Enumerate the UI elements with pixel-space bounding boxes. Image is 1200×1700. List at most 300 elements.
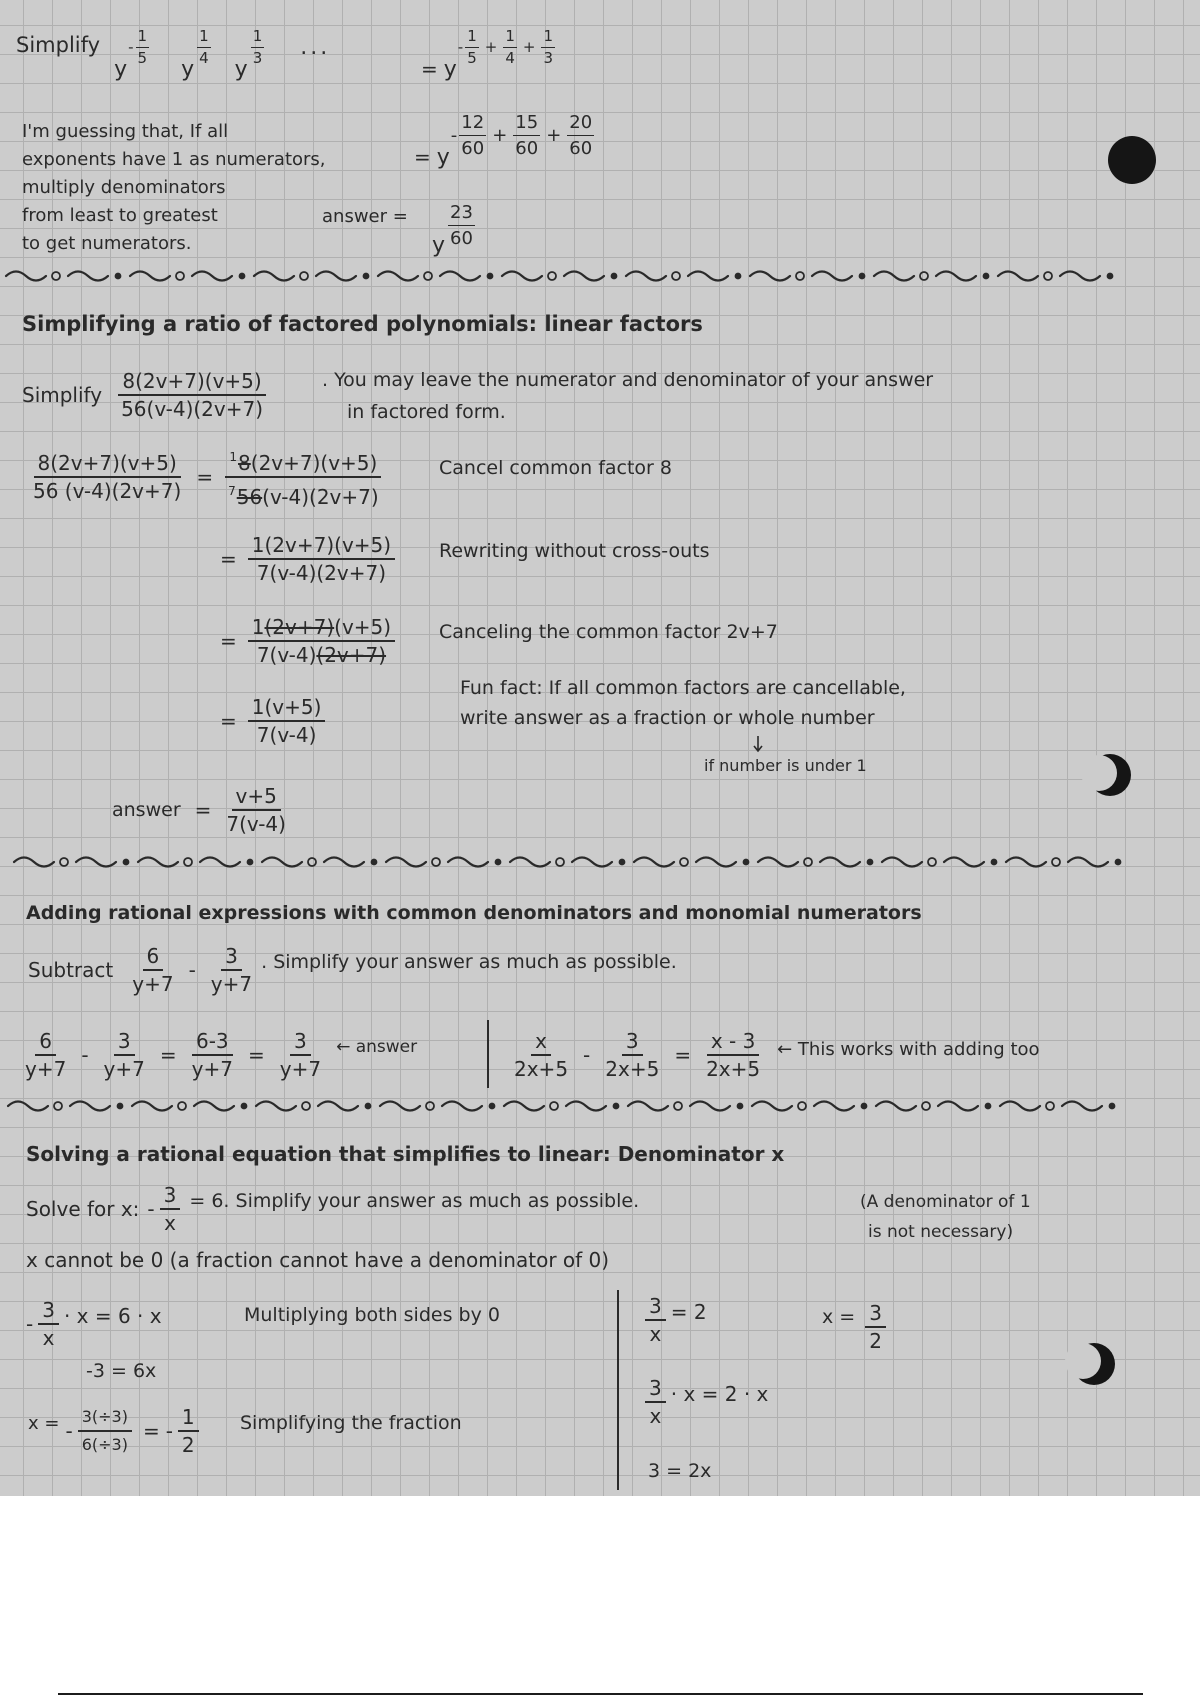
equals-sign: = [159,1043,177,1067]
denominator: 2x+5 [514,1057,569,1081]
denominator: 6(÷3) [81,1435,128,1454]
divider-dot [612,274,617,279]
exponent-fraction [541,28,555,67]
s1-combined-row [415,24,557,90]
section-divider [10,850,1150,874]
term-base: y [443,56,457,82]
divider-wave [566,1102,606,1111]
combined-exponent [451,112,596,159]
divider-wave [820,858,860,867]
denominator: x [649,1404,662,1428]
divider-wave [192,272,232,281]
crossed-factor: (2v+7) [264,615,335,639]
divider-wave [696,858,736,867]
denominator: y+7 [132,972,174,996]
divider-dot [178,1102,186,1110]
divider-dot [426,1102,434,1110]
divider-dot [242,1104,247,1109]
term-exponent [195,28,213,67]
punch-hole-shadow [1065,1343,1101,1379]
step-fraction [645,1295,666,1345]
exponent-fraction [136,28,150,67]
divider-dot [736,274,741,279]
numerator: 3 [865,1302,886,1328]
denominator: 7(v-4) [256,723,317,747]
equals-sign: = [220,629,237,653]
work-fraction [601,1030,663,1080]
punch-hole-circle [1108,136,1156,184]
numerator [248,616,395,642]
denominator: 60 [461,137,485,159]
numerator: 6 [35,1030,56,1056]
prompt-fraction [117,370,267,420]
crossed-factor: (2v+7) [316,643,387,667]
divider-dot [1052,858,1060,866]
s2-answer-row [112,781,295,839]
divider-dot [744,860,749,865]
original-fraction [29,452,185,502]
crossed-factor: 8 [238,451,251,475]
divider-dot [556,858,564,866]
ellipsis: ... [300,34,331,60]
equation-line: 3 = 2x [648,1460,712,1482]
divider-dot [124,860,129,865]
fun-fact-note: if number is under 1 [704,756,867,775]
minus-sign: - [188,958,196,982]
divider-dot [366,1104,371,1109]
divider-dot [1110,1104,1115,1109]
divider-dot [176,272,184,280]
aside-note: (A denominator of 1 [860,1192,1031,1212]
numerator: 3 [221,945,242,971]
numerator: 6 [143,945,164,971]
factor: 1 [251,615,265,639]
equals-sign: = [194,798,212,822]
divider-dot [674,1102,682,1110]
equation-text: x = [822,1306,856,1328]
divider-wave [68,272,108,281]
divider-dot [796,272,804,280]
note-line: to get numerators. [22,233,192,254]
s4-right-step1-row [640,1292,707,1348]
note-line: multiply denominators [22,177,226,198]
prompt-text: . Simplify your answer as much as possible. [261,951,677,973]
divider-wave [564,272,604,281]
divider-wave [944,858,984,867]
denominator: 5 [467,48,477,67]
step-fraction [645,1377,666,1427]
divider-wave [440,272,480,281]
numerator: 3(÷3) [78,1406,132,1432]
s1-answer-label: answer = [322,206,408,227]
minus-sign: - [65,1419,73,1443]
divider-wave [194,1102,234,1111]
divider-wave [8,1102,48,1111]
result-fraction [865,1302,886,1352]
denominator: 4 [199,48,209,67]
numerator: 3 [645,1377,666,1403]
numerator: 1 [251,28,265,48]
divider-wave [442,1102,482,1111]
divider-wave [1068,858,1108,867]
term-exponent [128,28,151,67]
work-fraction [100,1030,149,1080]
exponent-fraction [465,28,479,67]
divider-wave [572,858,612,867]
s4-heading: Solving a rational equation that simplifies to linear: Denominator x [26,1142,785,1166]
down-arrow-icon [751,736,765,756]
prompt-fraction [128,945,177,995]
divider-wave [690,1102,730,1111]
equals-sign: = [220,709,237,733]
note-line: from least to greatest [22,205,218,226]
equals-sign: = [421,57,438,81]
denominator: y+7 [25,1057,67,1081]
crossed-factor: 56 [236,485,263,509]
exponent-sign: + [492,124,508,146]
exponent-fraction [448,202,475,249]
divider-wave [324,858,364,867]
divider-wave [448,858,488,867]
term-base: y [181,56,195,82]
prompt-fraction [160,1184,181,1234]
denominator: y+7 [191,1057,233,1081]
step-comment: Multiplying both sides by 0 [244,1304,500,1326]
exponent-fraction [567,112,594,159]
divider-dot [920,272,928,280]
bottom-rule [58,1693,1143,1695]
s4-right-step2-row [640,1374,768,1430]
denominator: 7(v-4)(2v+7) [256,561,387,585]
solve-label: Solve for x: [26,1197,140,1221]
exponent-sign: - [450,124,458,146]
divider-wave [812,272,852,281]
divider-dot [364,274,369,279]
answer-fraction [222,785,290,835]
divider-wave [758,858,798,867]
s4-left-step1-row [26,1296,162,1352]
numerator: 3 [290,1030,311,1056]
s2-step2-row [214,530,400,588]
term-base: y [114,56,128,82]
exponent-sign: + [484,38,498,56]
numerator: 1(2v+7)(v+5) [248,534,395,560]
denominator: y+7 [210,972,253,996]
numerator: 1 [178,1406,199,1432]
divider-wave [386,858,426,867]
minus-sign: - [81,1043,89,1067]
exponent-fraction [251,28,265,67]
subtract-label: Subtract [28,958,114,982]
denominator: 56(v-4)(2v+7) [121,397,264,421]
factor: (v+5) [334,615,392,639]
denominator: 2x+5 [605,1057,660,1081]
term-exponent [249,28,267,67]
equation-text: · x = 6 · x [63,1304,162,1328]
restriction-note: x cannot be 0 (a fraction cannot have a denominator of 0) [26,1248,610,1272]
s3-work-left-row [16,1026,417,1084]
equals-sign: = [414,145,431,169]
fun-fact: write answer as a fraction or whole number [460,707,875,729]
divider-dot [804,858,812,866]
answer-exponent [446,202,477,249]
step-fraction [248,696,326,746]
divider-wave [254,272,294,281]
divider-dot [308,858,316,866]
s3-prompt-row [28,942,677,998]
divider-wave [6,272,46,281]
equation-text: = 2 [670,1300,707,1324]
numerator: 1 [541,28,555,48]
divider-dot [184,858,192,866]
divider-dot [680,858,688,866]
numerator: 1 [197,28,211,48]
numerator: 8(2v+7)(v+5) [118,370,265,396]
aside-note: is not necessary) [868,1222,1014,1242]
answer-label: answer [112,799,181,821]
numerator: 12 [459,112,486,136]
answer-fraction [276,1030,325,1080]
s3-heading: Adding rational expressions with common denominators and monomial numerators [26,902,922,924]
step-fraction [38,1299,59,1349]
denominator: 60 [450,227,473,249]
fun-fact: Fun fact: If all common factors are cancellable, [460,677,906,699]
prompt-text: = 6. Simplify your answer as much as possible. [189,1190,640,1212]
divider-dot [424,272,432,280]
step-comment: Canceling the common factor 2v+7 [439,621,778,643]
divider-dot [1108,274,1113,279]
exponent-fraction [513,112,540,159]
divider-wave [262,858,302,867]
divider-dot [738,1104,743,1109]
answer-pointer: ← answer [336,1037,418,1057]
minus-sign: - [165,1419,173,1443]
numerator: 1 [503,28,517,48]
divider-wave [876,1102,916,1111]
divider-dot [984,274,989,279]
column-separator [487,1020,489,1088]
equals-sign: = [674,1043,692,1067]
divider-dot [496,860,501,865]
minus-sign: - [583,1043,591,1067]
divider-dot [928,858,936,866]
exponent-fraction [503,28,517,67]
numerator: 6-3 [192,1030,233,1056]
equation-text: x = [28,1412,60,1434]
denominator: y+7 [103,1057,145,1081]
divider-dot [118,1104,123,1109]
s2-step4-row [214,692,330,750]
numerator: 1 [136,28,150,48]
divider-dot [240,274,245,279]
divider-wave [1006,858,1046,867]
numerator: x - 3 [707,1030,760,1056]
numerator: 3 [622,1030,643,1056]
divider-wave [1062,1102,1102,1111]
divider-dot [860,274,865,279]
denominator [253,642,390,666]
work-fraction [188,1030,237,1080]
crossed-out-fraction [224,446,383,508]
work-fraction [510,1030,572,1080]
divider-wave [504,1102,544,1111]
equals-sign: = [196,465,214,489]
divider-wave [200,858,240,867]
divider-dot [614,1104,619,1109]
denominator: y+7 [279,1057,322,1081]
term-base: y [432,232,446,258]
step-fraction [248,534,395,584]
divider-dot [992,860,997,865]
numerator: 8(2v+7)(v+5) [34,452,181,478]
reduced-mark: 1 [229,450,238,464]
denominator: 3 [543,48,554,67]
step-comment: Cancel common factor 8 [439,457,672,479]
divider-wave [510,858,550,867]
divider-wave [1060,272,1100,281]
s2-prompt-text: . You may leave the numerator and denominator of your answer [322,369,934,391]
numerator [225,446,381,478]
s2-step3-row [214,612,400,670]
divider-dot [1044,272,1052,280]
divider-wave [882,858,922,867]
divider-dot [986,1104,991,1109]
work-fraction [702,1030,764,1080]
reduced-mark: 7 [228,484,236,498]
exponent-sign: - [457,38,464,56]
divider-wave [752,1102,792,1111]
s1-note [22,118,326,258]
equals-sign: = [142,1419,160,1443]
divider-wave [1000,1102,1040,1111]
arrow-stroke [754,736,762,751]
divider-dot [1116,860,1121,865]
s4-result-row [822,1296,891,1358]
divider-wave [814,1102,854,1111]
s2-step1-row [24,448,388,509]
s3-work-right-row [505,1026,1040,1084]
exponent-fraction [459,112,486,159]
denominator: 60 [515,137,539,159]
denominator: 4 [505,48,515,67]
prompt-fraction [207,945,256,995]
exponent-sign: - [128,38,134,56]
punch-hole [1106,134,1158,186]
divider-dot [868,860,873,865]
denominator: 2x+5 [706,1057,761,1081]
term-base: y [234,56,248,82]
exponent-fraction [197,28,211,67]
s1-answer [432,194,477,264]
note-line: I'm guessing that, If all [22,121,229,142]
minus-sign: - [147,1197,155,1221]
s1-problem-row [16,24,330,90]
divider-dot [548,272,556,280]
note-line: exponents have 1 as numerators, [22,149,326,170]
combined-exponent [458,28,557,67]
divider-wave [130,272,170,281]
s1-common-denominator-row [408,110,596,180]
step-fraction [248,616,395,666]
denominator: 5 [137,48,148,67]
divider-dot [1046,1102,1054,1110]
divider-dot [798,1102,806,1110]
divider-dot [116,274,121,279]
divider-dot [672,272,680,280]
numerator: 3 [160,1184,181,1210]
denominator: x [649,1322,662,1346]
denominator: 3 [252,48,263,67]
numerator: v+5 [232,785,281,811]
exponent-sign: + [546,124,562,146]
divider-wave [998,272,1038,281]
divider-wave [256,1102,296,1111]
denominator [224,478,383,508]
divider-wave [750,272,790,281]
exponent-sign: + [522,38,536,56]
divider-wave [380,1102,420,1111]
remaining-factors: (2v+7)(v+5) [250,451,378,475]
equation-line: -3 = 6x [86,1360,157,1382]
divider-dot [300,272,308,280]
divider-dot [54,1102,62,1110]
simplify-label: Simplify [16,33,101,57]
divider-dot [52,272,60,280]
section-divider [4,1094,1144,1118]
divider-wave [628,1102,668,1111]
result-fraction [178,1406,199,1456]
punch-hole-shadow [1081,755,1117,791]
column-separator [617,1290,619,1490]
divider-dot [372,860,377,865]
divider-dot [862,1104,867,1109]
numerator: 3 [645,1295,666,1321]
s2-prompt-row [22,366,272,424]
denominator: 7(v-4) [226,812,286,836]
divider-wave [132,1102,172,1111]
equals-sign: = [247,1043,265,1067]
section-divider [2,264,1162,288]
step-fraction [78,1406,132,1456]
divider-wave [70,1102,110,1111]
minus-sign: - [26,1312,34,1336]
numerator: 3 [38,1299,59,1325]
denominator: 2 [869,1329,882,1353]
factor: 7(v-4) [256,643,317,667]
work-fraction [21,1030,70,1080]
divider-wave [936,272,976,281]
numerator: 23 [448,202,475,226]
denominator: x [42,1326,55,1350]
numerator: 3 [114,1030,135,1056]
divider-wave [634,858,674,867]
divider-wave [938,1102,978,1111]
denominator: 56 (v-4)(2v+7) [33,479,182,503]
s4-left-step3-row [28,1400,204,1462]
s2-prompt-text: in factored form. [347,401,506,423]
term-base: y [436,144,450,170]
side-note: ← This works with adding too [777,1038,1040,1060]
divider-wave [76,858,116,867]
punch-hole-crescent [1070,1340,1118,1388]
denominator: 2 [181,1433,195,1457]
remaining-factors: (v-4)(2v+7) [262,485,379,509]
numerator: 1 [465,28,479,48]
numerator: 1(v+5) [248,696,326,722]
divider-wave [502,272,542,281]
equals-sign: = [220,547,237,571]
divider-dot [488,274,493,279]
